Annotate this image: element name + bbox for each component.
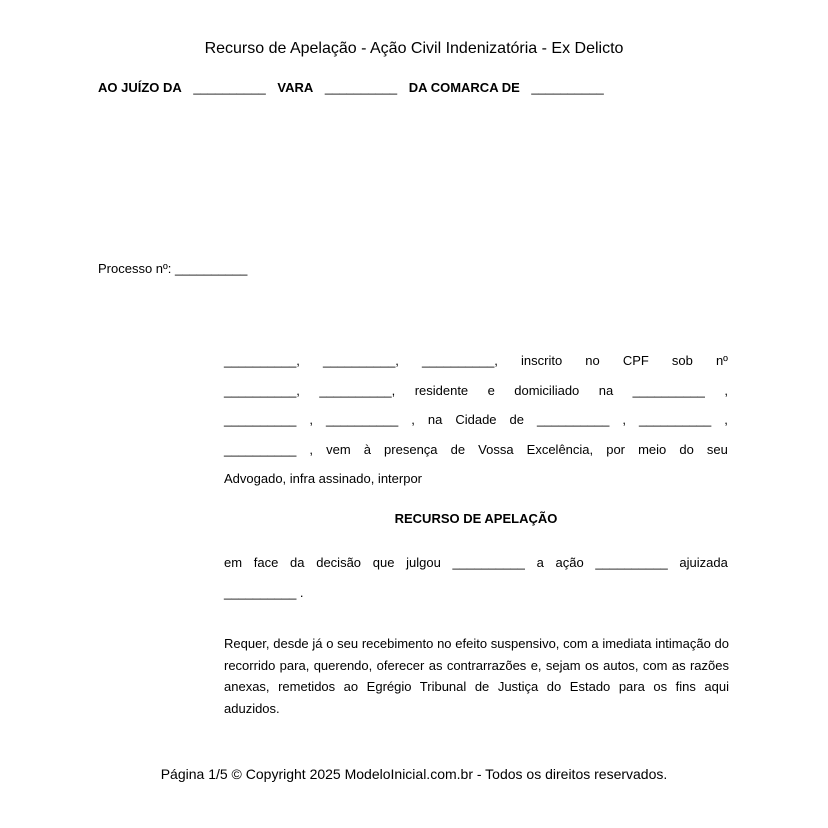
decision-word: em: [224, 555, 243, 570]
intro-word: ,: [411, 412, 415, 427]
header-blank-vara: __________: [324, 80, 398, 95]
intro-word: na: [427, 412, 443, 427]
intro-word: __________: [632, 382, 705, 398]
decision-word: julgou: [406, 555, 441, 570]
intro-word: __________,: [319, 382, 396, 398]
request-paragraph: Requer, desde já o seu recebimento no efeito suspensivo, com a imediata intimação do recorrido para, querendo, oferecer as contrarrazões e, sejam os autos, com as razões anexas, remetidos ao Egrégio Tribunal de Justiça do Estado para os fins aqui aduzidos.: [224, 636, 729, 716]
intro-word: no: [585, 353, 600, 368]
intro-line-1: [224, 346, 728, 376]
intro-word: residente: [414, 382, 469, 398]
section-title: RECURSO DE APELAÇÃO: [394, 511, 558, 526]
intro-word: __________,: [224, 382, 300, 398]
intro-word: __________: [537, 412, 610, 427]
decision-word: face: [253, 555, 279, 570]
intro-word: à: [363, 441, 371, 457]
decision-word: decisão: [316, 555, 362, 570]
intro-word: meio: [638, 441, 667, 457]
intro-word: ,: [724, 412, 728, 427]
court-header: [98, 80, 604, 95]
intro-word: __________: [638, 412, 712, 427]
header-blank-comarca: __________: [531, 80, 604, 95]
intro-word: Vossa: [478, 441, 514, 457]
intro-word: seu: [706, 441, 728, 457]
intro-line-5: Advogado, infra assinado, interpor: [224, 471, 423, 486]
decision-line-1: [224, 548, 728, 578]
intro-block: [224, 346, 728, 494]
intro-word: e: [487, 382, 495, 398]
process-blank: __________: [175, 261, 248, 276]
intro-line-4: [224, 435, 728, 465]
decision-block: [224, 548, 728, 607]
intro-word: Excelência,: [526, 441, 594, 457]
intro-line-3: [224, 405, 728, 435]
header-blank-juizo: __________: [193, 80, 266, 95]
intro-word: ,: [309, 412, 313, 427]
document-title: Recurso de Apelação - Ação Civil Indenizatória - Ex Delicto: [204, 40, 624, 57]
decision-word: ação: [555, 555, 584, 570]
decision-line-2: __________ .: [224, 584, 304, 600]
intro-word: domiciliado: [514, 382, 580, 398]
decision-word: da: [290, 555, 305, 570]
intro-word: inscrito: [521, 353, 563, 368]
intro-word: sob: [671, 353, 693, 368]
intro-word: __________,: [323, 353, 399, 368]
decision-word: __________: [452, 555, 525, 570]
intro-word: por: [606, 441, 626, 457]
intro-word: nº: [715, 353, 728, 368]
intro-word: __________,: [224, 353, 300, 368]
intro-word: CPF: [622, 353, 649, 368]
header-juizo: AO JUÍZO DA: [98, 80, 182, 95]
process-number: [98, 261, 247, 276]
decision-word: que: [372, 555, 395, 570]
intro-word: __________: [325, 412, 399, 427]
decision-word: a: [536, 555, 544, 570]
header-comarca: DA COMARCA DE: [408, 80, 520, 95]
intro-word: ,: [309, 441, 314, 457]
header-vara: VARA: [277, 80, 314, 95]
intro-word: ,: [724, 382, 728, 398]
intro-line-2: [224, 376, 728, 406]
decision-word: ajuizada: [679, 555, 728, 570]
intro-word: do: [679, 441, 694, 457]
intro-word: de: [450, 441, 466, 457]
intro-word: vem: [326, 441, 351, 457]
page-footer: Página 1/5 © Copyright 2025 ModeloInicial.com.br - Todos os direitos reservados.: [160, 766, 668, 782]
intro-word: presença: [384, 441, 438, 457]
intro-word: de: [509, 412, 525, 427]
intro-word: __________,: [422, 353, 498, 368]
intro-word: ,: [622, 412, 626, 427]
decision-word: __________: [595, 555, 668, 570]
intro-word: na: [598, 382, 614, 398]
intro-word: __________: [224, 412, 297, 427]
process-label: Processo nº:: [98, 261, 172, 276]
intro-word: Cidade: [455, 412, 497, 427]
intro-word: __________: [224, 441, 297, 457]
